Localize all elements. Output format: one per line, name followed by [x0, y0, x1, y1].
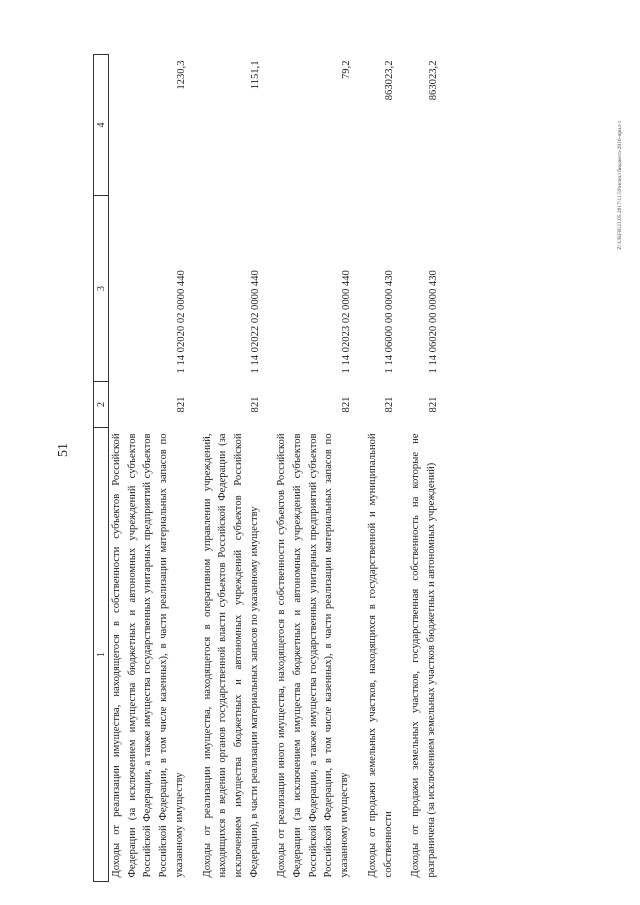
header-cell-1: 1 [94, 428, 109, 882]
row-admin-code: 821 [250, 396, 262, 413]
row-description: Доходы от продажи земельных участков, находящихся в государственной и муниципальной собственности [366, 433, 394, 878]
row-budget-code: 1 14 06000 00 0000 430 [384, 270, 396, 374]
row-budget-code: 1 14 02023 02 0000 440 [340, 270, 352, 374]
row-amount: 1151,1 [250, 60, 262, 90]
row-budget-code: 1 14 06020 00 0000 430 [427, 270, 439, 374]
row-description: Доходы от реализации имущества, находящегося в оперативном управлении учреждений, находящихся в ведении органов государственной власти субъектов Российской Федерации (за исключением имущества бюджетных и автономных учреждений субъектов Российской Федерации), в части реализации материальных запасов по указанному имуществу [201, 433, 260, 878]
file-path-stamp: Z:\UKFB\23.05.2017\11.59\испол бюджета-2016-прил-1 [617, 120, 623, 250]
row-amount: 863023,2 [384, 60, 396, 101]
table-row [109, 55, 192, 882]
table-header-row [94, 55, 109, 882]
row-description: Доходы от реализации имущества, находящегося в собственности субъектов Российской Федерации (за исключением имущества бюджетных и автономных учреждений субъектов Российской Федерации, а также имущества государственных унитарных предприятий субъектов Российской Федерации, в том числе казенных), в части реализации материальных запасов по указанному имуществу [111, 433, 185, 878]
row-admin-code: 821 [384, 396, 396, 413]
header-cell-3: 3 [94, 196, 109, 382]
row-budget-code: 1 14 02020 02 0000 440 [175, 270, 187, 374]
page-number: 51 [56, 443, 71, 457]
rotated-sheet [93, 55, 570, 882]
header-cell-2: 2 [94, 382, 109, 428]
table-row [192, 55, 267, 882]
row-admin-code: 821 [427, 396, 439, 413]
row-amount: 863023,2 [427, 60, 439, 101]
row-amount: 1230,3 [175, 60, 187, 90]
row-budget-code: 1 14 02022 02 0000 440 [250, 270, 262, 374]
row-description: Доходы от продажи земельных участков, государственная собственность на которые не разграничена (за исключением земельных участков бюджетных и автономных учреждений) [410, 433, 437, 878]
table-row [357, 55, 400, 882]
table-row [400, 55, 443, 882]
header-cell-4: 4 [94, 55, 109, 196]
row-admin-code: 821 [340, 396, 352, 413]
revenue-table [93, 54, 444, 882]
table-row [266, 55, 357, 882]
row-admin-code: 821 [175, 396, 187, 413]
row-amount: 79,2 [340, 60, 352, 80]
row-description: Доходы от реализации иного имущества, находящегося в собственности субъектов Российской Федерации (за исключением имущества бюджетных и автономных учреждений субъектов Российской Федерации, а также имущества государственных унитарных предприятий субъектов Российской Федерации, в том числе казенных), в части реализации материальных запасов по указанному имуществу [276, 433, 351, 878]
